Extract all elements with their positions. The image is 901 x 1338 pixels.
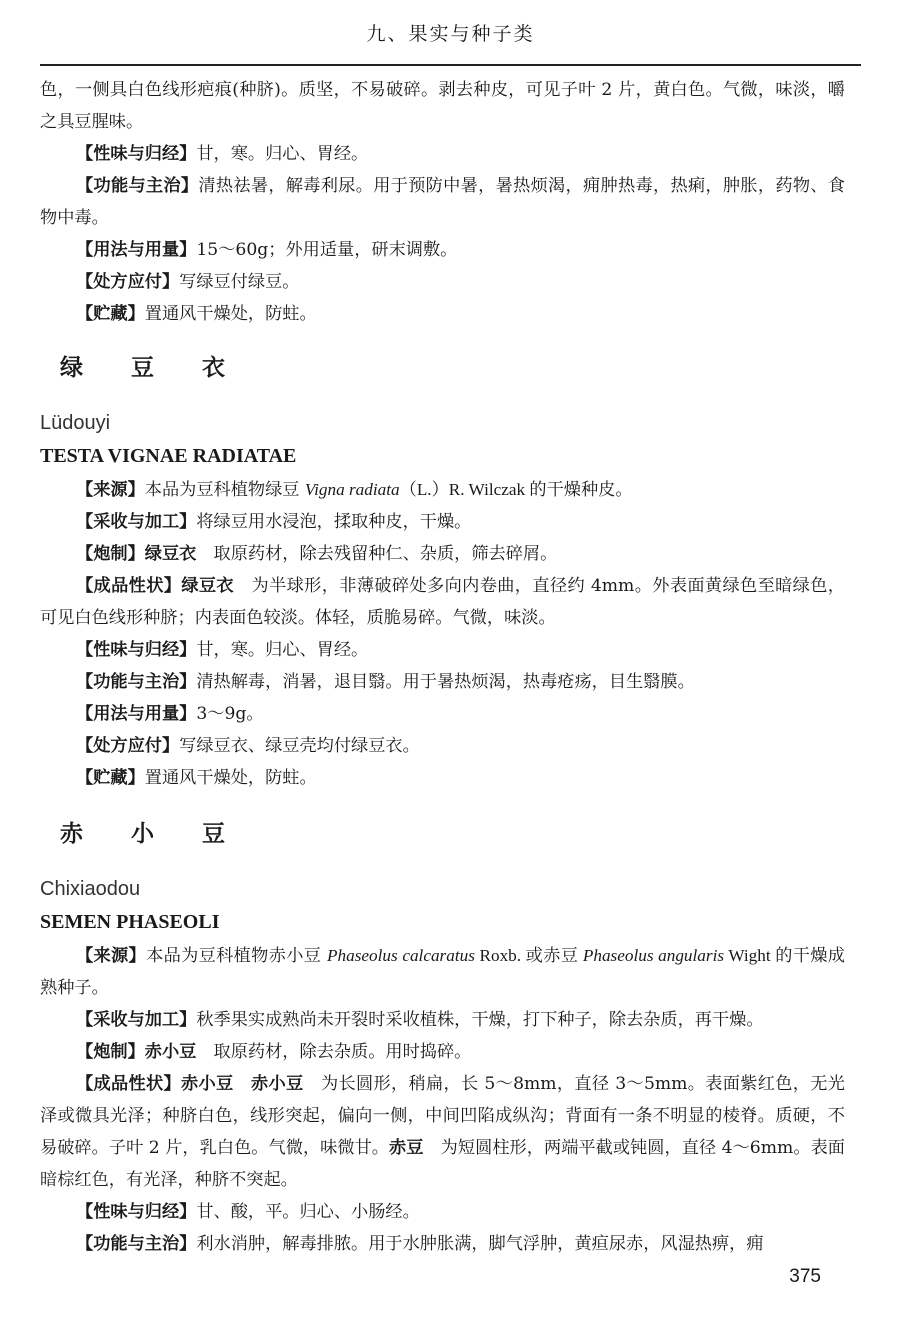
section-label: 【性味与归经】 bbox=[76, 1202, 197, 1222]
entry-title-chixiaodou: 赤 小 豆 bbox=[60, 821, 246, 847]
entry1-harvest-paragraph bbox=[40, 506, 845, 538]
entry-title-lvdouyi: 绿 豆 衣 bbox=[60, 355, 246, 381]
entry1-prescription-paragraph bbox=[40, 730, 845, 762]
prev-storage-text: 置通风干燥处，防蛀。 bbox=[144, 304, 317, 324]
section-label: 【性味与归经】 bbox=[76, 144, 197, 164]
entry-latin-name-chixiaodou: SEMEN PHASEOLI bbox=[40, 911, 220, 933]
spacer bbox=[40, 386, 845, 408]
entry1-storage-paragraph bbox=[40, 762, 845, 794]
section-label: 【采收与加工】 bbox=[76, 1010, 197, 1030]
prev-function-text: 清热祛暑，解毒利尿。用于预防中暑，暑热烦渴，痈肿热毒，热痢，肿胀，药物、食物中毒。 bbox=[40, 176, 845, 228]
page-number: 375 bbox=[789, 1266, 821, 1287]
processed-name: 绿豆衣 bbox=[144, 544, 197, 564]
entry-pinyin-chixiaodou: Chixiaodou bbox=[40, 878, 141, 900]
section-label: 【炮制】 bbox=[76, 544, 145, 564]
entry1-character-paragraph bbox=[40, 570, 845, 634]
section-label: 【处方应付】 bbox=[76, 272, 180, 292]
section-label: 【功能与主治】 bbox=[76, 672, 197, 692]
entry1-function-paragraph bbox=[40, 666, 845, 698]
processed-name: 赤豆 bbox=[389, 1138, 424, 1158]
section-label: 【功能与主治】 bbox=[76, 176, 199, 196]
prescription-text: 写绿豆衣、绿豆壳均付绿豆衣。 bbox=[179, 736, 420, 756]
entry2-source-paragraph bbox=[40, 940, 845, 1004]
source-text: Roxb. 或赤豆 bbox=[474, 946, 583, 965]
section-label: 【成品性状】 bbox=[76, 576, 182, 596]
taste-text: 甘、酸，平。归心、小肠经。 bbox=[196, 1202, 420, 1222]
section-label: 【采收与加工】 bbox=[76, 512, 197, 532]
source-text: Wight 的干燥成熟种子。 bbox=[40, 946, 845, 997]
entry2-function-paragraph bbox=[40, 1228, 845, 1260]
spacer bbox=[40, 852, 845, 874]
processing-text: 取原药材，除去杂质。用时捣碎。 bbox=[196, 1042, 472, 1062]
prev-dosage-paragraph bbox=[40, 234, 845, 266]
storage-text: 置通风干燥处，防蛀。 bbox=[144, 768, 317, 788]
section-label: 【用法与用量】 bbox=[76, 240, 197, 260]
entry1-source-paragraph bbox=[40, 474, 845, 506]
harvest-text: 秋季果实成熟尚未开裂时采收植株，干燥，打下种子，除去杂质，再干燥。 bbox=[196, 1010, 764, 1030]
section-label: 【炮制】 bbox=[76, 1042, 145, 1062]
character-text: 为长圆形，稍扁，长 5～8mm，直径 3～5mm。表面紫红色，无光泽或微具光泽；种脐白色，线形突起，偏向一侧，中间凹陷成纵沟；背面有一条不明显的棱脊。质硬，不易破碎。子叶 2 片，乳白色。气微，味微甘。 bbox=[40, 1074, 845, 1158]
entry-latin-name-lvdouyi: TESTA VIGNAE RADIATAE bbox=[40, 445, 297, 467]
section-label: 【贮藏】 bbox=[76, 304, 145, 324]
entry-pinyin-lvdouyi: Lüdouyi bbox=[40, 412, 111, 434]
function-text: 清热解毒，消暑，退目翳。用于暑热烦渴，热毒疮疡，目生翳膜。 bbox=[196, 672, 695, 692]
source-text: 本品为豆科植物赤小豆 bbox=[146, 946, 328, 966]
page-body bbox=[40, 74, 845, 1260]
dosage-text: 3～9g。 bbox=[196, 704, 264, 724]
entry2-processing-paragraph bbox=[40, 1036, 845, 1068]
prev-function-paragraph bbox=[40, 170, 845, 234]
prev-taste-paragraph bbox=[40, 138, 845, 170]
entry2-character-paragraph bbox=[40, 1068, 845, 1196]
prev-prescription-text: 写绿豆付绿豆。 bbox=[179, 272, 300, 292]
processed-name: 赤小豆 bbox=[144, 1042, 197, 1062]
running-header: 九、果实与种子类 bbox=[366, 23, 535, 45]
source-text: 本品为豆科植物绿豆 bbox=[144, 480, 305, 500]
spacer bbox=[40, 794, 845, 816]
section-label: 【用法与用量】 bbox=[76, 704, 197, 724]
entry1-processing-paragraph bbox=[40, 538, 845, 570]
section-label: 【功能与主治】 bbox=[76, 1234, 197, 1254]
prev-taste-text: 甘，寒。归心、胃经。 bbox=[196, 144, 369, 164]
character-text: 为半球形，非薄破碎处多向内卷曲，直径约 4mm。外表面黄绿色至暗绿色，可见白色线形种脐；内表面色较淡。体轻，质脆易碎。气微，味淡。 bbox=[40, 576, 845, 628]
section-label: 【来源】 bbox=[76, 946, 147, 966]
processing-text: 取原药材，除去残留种仁、杂质，筛去碎屑。 bbox=[196, 544, 558, 564]
entry1-dosage-paragraph bbox=[40, 698, 845, 730]
species-name: Phaseolus calcaratus bbox=[327, 946, 475, 965]
section-label: 【处方应付】 bbox=[76, 736, 180, 756]
taste-text: 甘，寒。归心、胃经。 bbox=[196, 640, 369, 660]
prev-prescription-paragraph bbox=[40, 266, 845, 298]
prev-dosage-text: 15～60g；外用适量，研末调敷。 bbox=[196, 240, 458, 260]
function-text: 利水消肿，解毒排脓。用于水肿胀满，脚气浮肿，黄疸尿赤，风湿热痹，痈 bbox=[196, 1234, 764, 1254]
source-text: （L.）R. Wilczak 的干燥种皮。 bbox=[399, 480, 633, 499]
section-label: 【成品性状】 bbox=[76, 1074, 182, 1094]
harvest-text: 将绿豆用水浸泡，揉取种皮，干燥。 bbox=[196, 512, 472, 532]
prev-description-continuation: 色，一侧具白色线形疤痕(种脐)。质坚，不易破碎。剥去种皮，可见子叶 2 片，黄白色。气微，味淡，嚼之具豆腥味。 bbox=[40, 80, 845, 132]
character-text: 为短圆柱形，两端平截或钝圆，直径 4～6mm。表面暗棕红色，有光泽，种脐不突起。 bbox=[40, 1138, 845, 1190]
header-rule bbox=[40, 64, 861, 66]
section-label: 【来源】 bbox=[76, 480, 145, 500]
processed-name: 赤小豆 赤小豆 bbox=[181, 1074, 304, 1094]
spacer bbox=[40, 330, 845, 350]
processed-name: 绿豆衣 bbox=[181, 576, 234, 596]
prev-storage-paragraph bbox=[40, 298, 845, 330]
section-label: 【贮藏】 bbox=[76, 768, 145, 788]
species-name: Phaseolus angularis bbox=[582, 946, 725, 965]
entry2-harvest-paragraph bbox=[40, 1004, 845, 1036]
species-name: Vigna radiata bbox=[304, 480, 400, 499]
section-label: 【性味与归经】 bbox=[76, 640, 197, 660]
entry1-taste-paragraph bbox=[40, 634, 845, 666]
entry2-taste-paragraph bbox=[40, 1196, 845, 1228]
